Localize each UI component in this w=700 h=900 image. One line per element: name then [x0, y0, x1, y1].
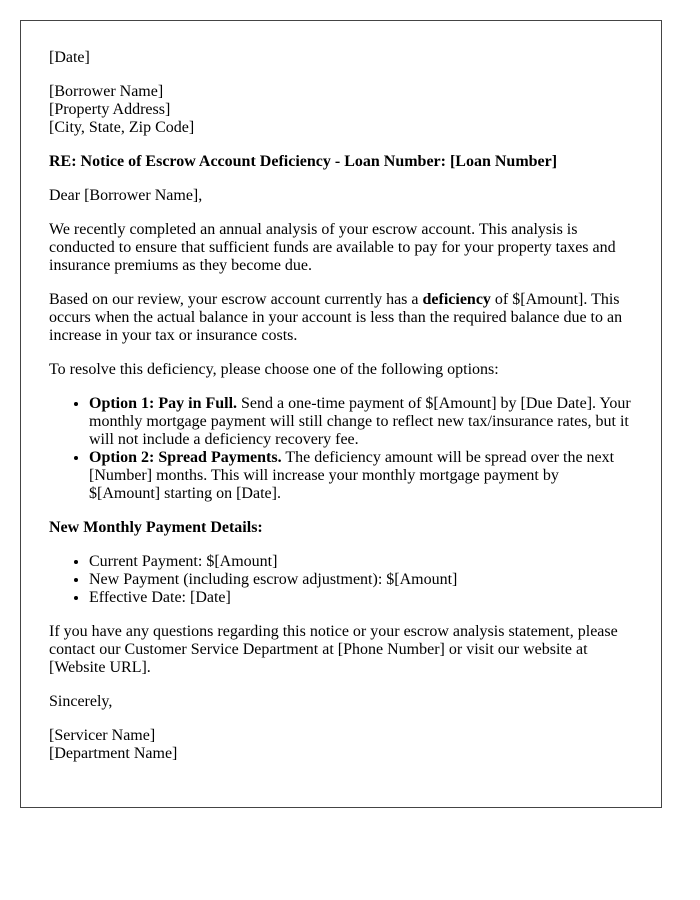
deficiency-paragraph: Based on our review, your escrow account currently has a deficiency of $[Amount]. This occurs when the actual balance in your account is less than the required balance due to an increase in your tax or insurance costs.	[49, 291, 623, 344]
department-name: [Department Name]	[49, 745, 178, 762]
letter-document	[20, 20, 662, 808]
option-spread-payments: • Option 2: Spread Payments. The deficiency amount will be spread over the next [Number] months. This will increase your monthly mortgage payment by $[Amount] starting on [Date].	[89, 449, 633, 503]
new-payment: • New Payment (including escrow adjustment): $[Amount]	[89, 571, 633, 589]
property-address: [Property Address]	[49, 101, 171, 118]
effective-date: • Effective Date: [Date]	[89, 589, 633, 607]
signature-block	[49, 727, 633, 763]
option-pay-in-full: • Option 1: Pay in Full. Send a one-time payment of $[Amount] by [Due Date]. Your monthly mortgage payment will still change to reflect new tax/insurance rates, but it will not include a deficiency recovery fee.	[89, 395, 633, 449]
payment-details-list	[49, 553, 633, 607]
deficiency-emphasis: deficiency	[422, 291, 491, 308]
contact-paragraph: If you have any questions regarding this notice or your escrow analysis statement, please contact our Customer Service Department at [Phone Number] or visit our website at [Website URL].	[49, 623, 618, 676]
subject-line	[49, 153, 633, 171]
analysis-paragraph: We recently completed an annual analysis of your escrow account. This analysis is conducted to ensure that sufficient funds are available to pay for your property taxes and insurance premiums as they become due.	[49, 221, 616, 274]
servicer-name: [Servicer Name]	[49, 727, 156, 744]
closing: Sincerely,	[49, 693, 113, 710]
borrower-name: [Borrower Name]	[49, 83, 164, 100]
current-payment: • Current Payment: $[Amount]	[89, 553, 633, 571]
city-state-zip: [City, State, Zip Code]	[49, 119, 195, 136]
details-heading: New Monthly Payment Details:	[49, 519, 263, 536]
letter-date: [Date]	[49, 49, 90, 66]
options-list	[49, 395, 633, 503]
recipient-block	[49, 83, 633, 137]
salutation: Dear [Borrower Name],	[49, 187, 203, 204]
subject-text: RE: Notice of Escrow Account Deficiency - Loan Number: [Loan Number]	[49, 153, 558, 170]
options-intro: To resolve this deficiency, please choose one of the following options:	[49, 361, 499, 378]
